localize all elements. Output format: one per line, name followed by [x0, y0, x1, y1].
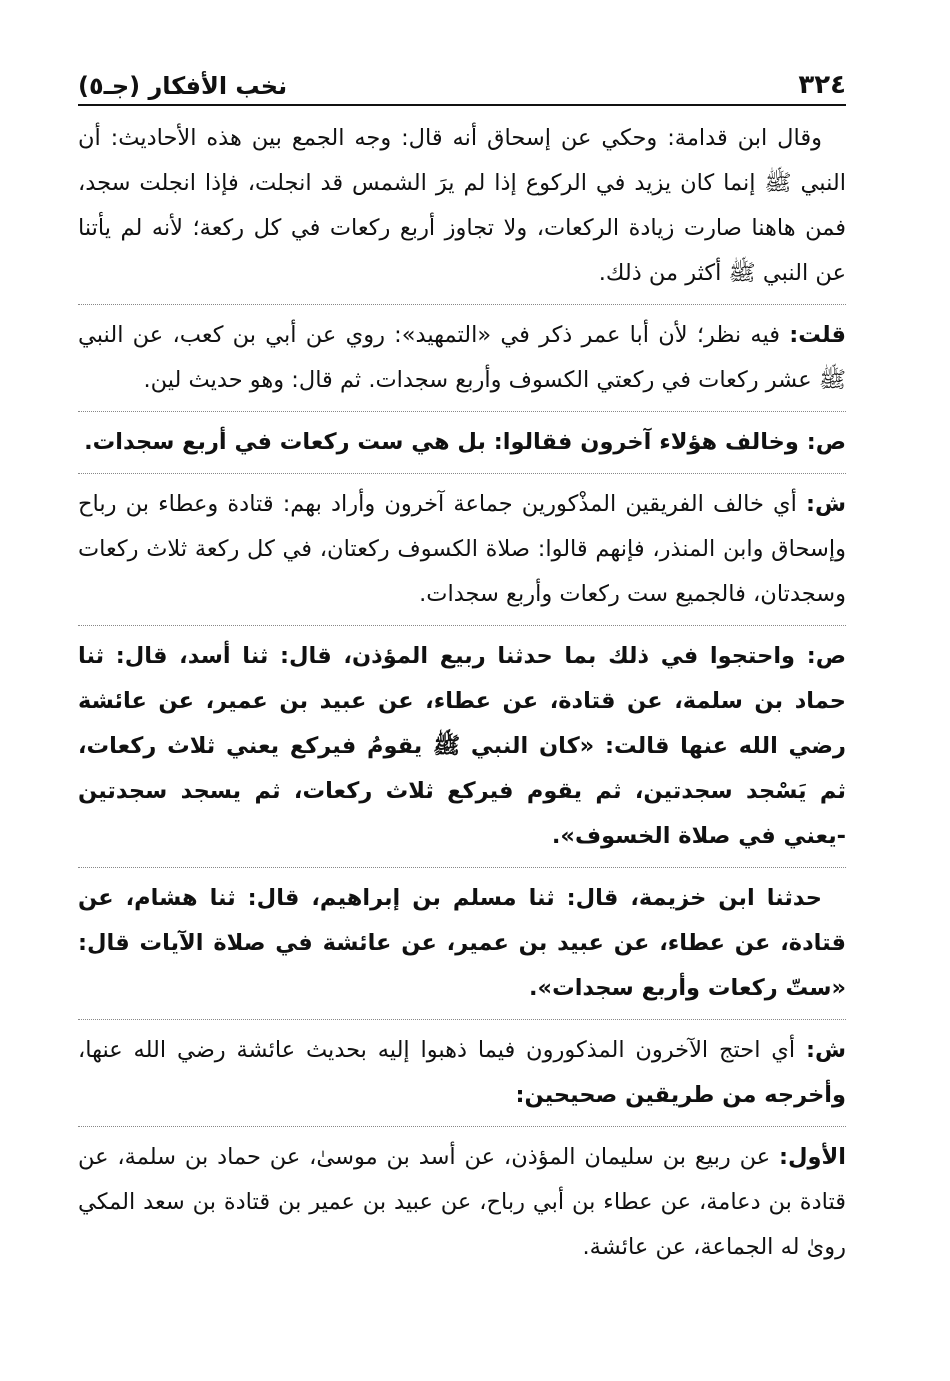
paragraph-qultu: [78, 313, 846, 403]
paragraph-shin-1: [78, 482, 846, 617]
page-body: [78, 116, 846, 1270]
paragraph-label: الأول:: [779, 1144, 847, 1170]
paragraph-text-bold: وأخرجه من طريقين صحيحين:: [515, 1082, 846, 1108]
paragraph-label: ش:: [805, 491, 846, 517]
separator: [78, 1019, 846, 1020]
book-page: [78, 58, 846, 1341]
book-title: نخب الأفكار (جـ٥): [78, 72, 288, 100]
separator: [78, 867, 846, 868]
paragraph-label: ص:: [806, 643, 846, 669]
paragraph-label: ص:: [806, 429, 846, 455]
paragraph-text: حدثنا ابن خزيمة، قال: ثنا مسلم بن إبراهيم، قال: ثنا هشام، عن قتادة، عن عطاء، عن عبيد بن عمير، عن عائشة في صلاة الآيات قال: «ستّ ركعات وأربع سجدات».: [78, 885, 846, 1001]
paragraph-ibn-qudama: [78, 116, 846, 296]
paragraph-text: أي احتج الآخرون المذكورون فيما ذهبوا إليه بحديث عائشة رضي الله عنها،: [78, 1037, 796, 1063]
separator: [78, 304, 846, 305]
paragraph-text: عن ربيع بن سليمان المؤذن، عن أسد بن موسىٰ، عن حماد بن سلمة، عن قتادة بن دعامة، عن عطاء بن أبي رباح، عن عبيد بن عمير بن قتادة بن سعد المكي روىٰ له الجماعة، عن عائشة.: [78, 1144, 846, 1260]
separator: [78, 625, 846, 626]
paragraph-label: قلت:: [789, 322, 846, 348]
paragraph-shin-2: [78, 1028, 846, 1118]
page-number: ٣٢٤: [798, 70, 846, 100]
paragraph-text: واحتجوا في ذلك بما حدثنا ربيع المؤذن، قال: ثنا أسد، قال: ثنا حماد بن سلمة، عن قتادة، عن عطاء، عن عبيد بن عمير، عن عائشة رضي الله عنها قالت: «كان النبي ﷺ يقومُ فيركع يعني ثلاث ركعات، ثم يَسْجد سجدتين، ثم يقوم فيركع ثلاث ركعات، ثم يسجد سجدتين -يعني في صلاة الخسوف».: [78, 643, 846, 849]
page-header: [78, 58, 846, 106]
paragraph-label: ش:: [805, 1037, 846, 1063]
paragraph-text: أي خالف الفريقين المذْكورين جماعة آخرون وأراد بهم: قتادة وعطاء بن رباح وإسحاق وابن المنذر، فإنهم قالوا: صلاة الكسوف ركعتان، في كل ركعة ثلاث ركعات وسجدتان، فالجميع ست ركعات وأربع سجدات.: [78, 491, 846, 607]
paragraph-ibn-khuzayma: [78, 876, 846, 1011]
paragraph-sad-2: [78, 634, 846, 859]
paragraph-text: وخالف هؤلاء آخرون فقالوا: بل هي ست ركعات في أربع سجدات.: [84, 429, 799, 455]
separator: [78, 411, 846, 412]
paragraph-first-chain: [78, 1135, 846, 1270]
separator: [78, 473, 846, 474]
paragraph-sad-1: [78, 420, 846, 465]
paragraph-text: وقال ابن قدامة: وحكي عن إسحاق أنه قال: وجه الجمع بين هذه الأحاديث: أن النبي ﷺ إنما كان يزيد في الركوع إذا لم يرَ الشمس قد انجلت، فإذا انجلت سجد، فمن هاهنا صارت زيادة الركعات، ولا تجاوز أربع ركعات في كل ركعة؛ لأنه لم يأتنا عن النبي ﷺ أكثر من ذلك.: [78, 125, 846, 286]
separator: [78, 1126, 846, 1127]
paragraph-text: فيه نظر؛ لأن أبا عمر ذكر في «التمهيد»: روي عن أبي بن كعب، عن النبي ﷺ عشر ركعات في ركعتي الكسوف وأربع سجدات. ثم قال: وهو حديث لين.: [78, 322, 846, 393]
